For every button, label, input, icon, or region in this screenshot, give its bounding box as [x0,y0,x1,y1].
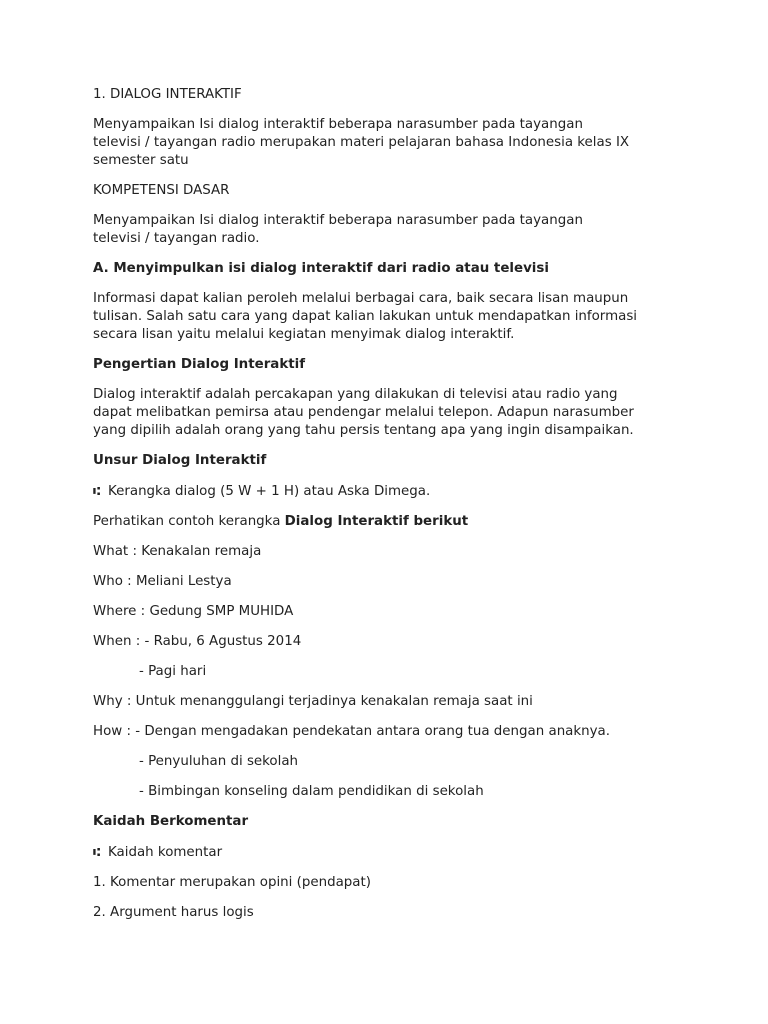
unsur-bullet-item [93,482,693,501]
frame-how: How : - Dengan mengadakan pendekatan antara orang tua dengan anaknya. [93,724,611,739]
kompetensi-paragraph [93,212,693,248]
bullet-symbol-icon: ⑆ [93,845,101,859]
heading-pengertian: Pengertian Dialog Interaktif [93,357,306,372]
section-a-line-1: Informasi dapat kalian peroleh melalui berbagai cara, baik secara lisan maupun [93,291,629,306]
list-item-2: 2. Argument harus logis [93,905,254,920]
kaidah-bullet-item [93,843,693,862]
pengertian-line-1: Dialog interaktif adalah percakapan yang dilakukan di televisi atau radio yang [93,387,618,402]
document-page [93,86,693,934]
pengertian-line-2: dapat melibatkan pemirsa atau pendengar melalui telepon. Adapun narasumber [93,405,634,420]
kompetensi-line-1: Menyampaikan Isi dialog interaktif beberapa narasumber pada tayangan [93,213,583,228]
pengertian-line-3: yang dipilih adalah orang yang tahu persis tentang apa yang ingin disampaikan. [93,423,634,438]
section-a-paragraph [93,290,693,344]
intro-line-1: Menyampaikan Isi dialog interaktif beberapa narasumber pada tayangan [93,117,583,132]
bullet-symbol-icon: ⑆ [93,484,101,498]
frame-where: Where : Gedung SMP MUHIDA [93,604,294,619]
section-a-line-2: tulisan. Salah satu cara yang dapat kalian lakukan untuk mendapatkan informasi [93,309,638,324]
frame-when: When : - Rabu, 6 Agustus 2014 [93,634,302,649]
contoh-bold: Dialog Interaktif berikut [284,514,469,529]
heading-kaidah: Kaidah Berkomentar [93,814,249,829]
contoh-line [93,513,693,531]
kaidah-item-text: Kaidah komentar [108,845,223,860]
frame-who: Who : Meliani Lestya [93,574,232,589]
heading-section-a: A. Menyimpulkan isi dialog interaktif dari radio atau televisi [93,261,549,276]
unsur-item-text: Kerangka dialog (5 W + 1 H) atau Aska Dimega. [108,484,431,499]
frame-what: What : Kenakalan remaja [93,544,262,559]
frame-when-2: - Pagi hari [139,664,207,679]
frame-why: Why : Untuk menanggulangi terjadinya kenakalan remaja saat ini [93,694,533,709]
intro-line-3: semester satu [93,153,189,168]
heading-dialog-interaktif: 1. DIALOG INTERAKTIF [93,87,242,102]
section-a-line-3: secara lisan yaitu melalui kegiatan menyimak dialog interaktif. [93,327,515,342]
pengertian-paragraph [93,386,693,440]
heading-kompetensi-dasar: KOMPETENSI DASAR [93,183,230,198]
heading-unsur: Unsur Dialog Interaktif [93,453,267,468]
frame-how-3: - Bimbingan konseling dalam pendidikan di sekolah [139,784,484,799]
list-item-1: 1. Komentar merupakan opini (pendapat) [93,875,371,890]
contoh-prefix: Perhatikan contoh kerangka [93,514,285,529]
frame-how-2: - Penyuluhan di sekolah [139,754,299,769]
intro-line-2: televisi / tayangan radio merupakan materi pelajaran bahasa Indonesia kelas IX [93,135,630,150]
intro-paragraph [93,116,693,170]
kompetensi-line-2: televisi / tayangan radio. [93,231,260,246]
